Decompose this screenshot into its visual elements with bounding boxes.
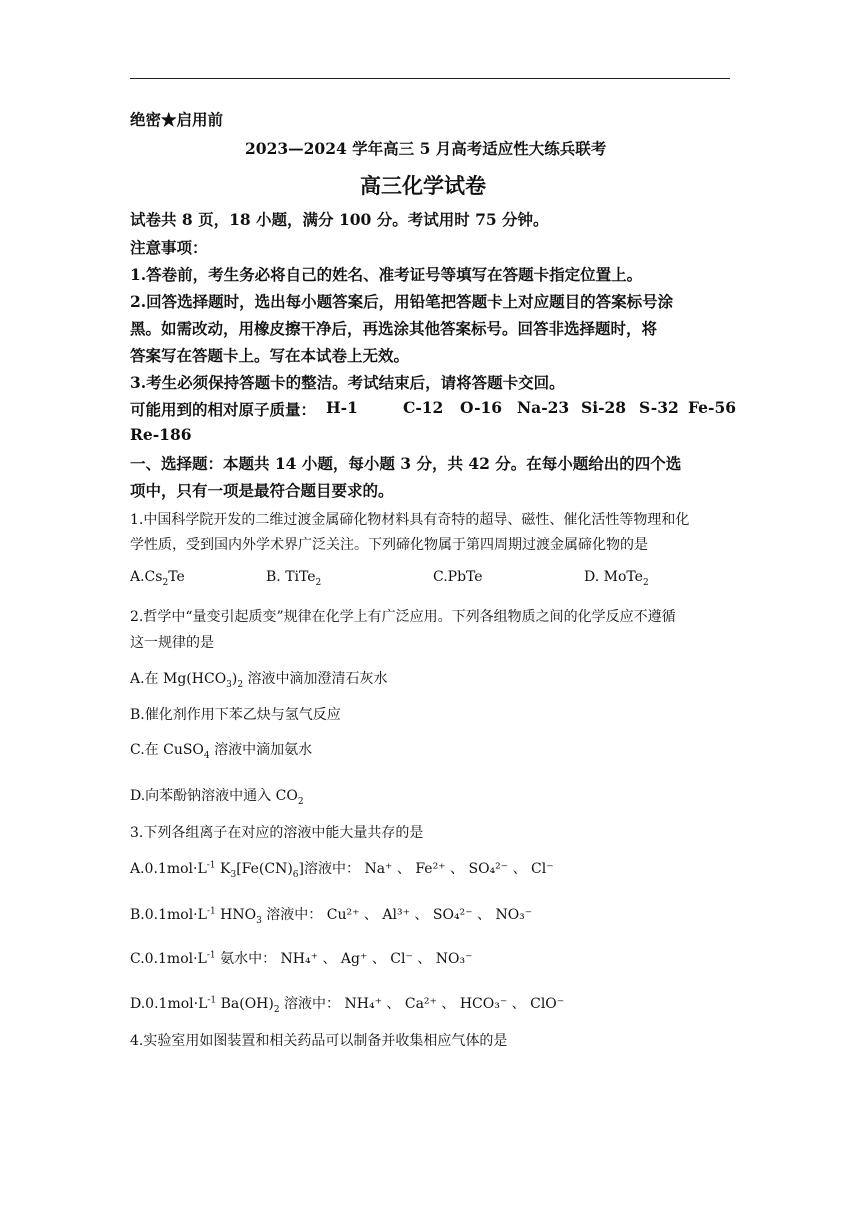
notes-heading: 注意事项： — [130, 238, 208, 257]
q2-option-c: C.在 CuSO$_4$ 溶液中滴加氨水 — [130, 742, 313, 761]
atomic-mass-c: C-12 — [403, 398, 444, 417]
q3-stem: 3.下列各组离子在对应的溶液中能大量共存的是 — [130, 825, 424, 841]
atomic-mass-fe: Fe-56 — [688, 398, 737, 417]
atomic-mass-label: 可能用到的相对原子质量： — [130, 400, 317, 419]
exam-info: 试卷共 8 页，18 小题，满分 100 分。考试用时 75 分钟。 — [130, 210, 549, 229]
atomic-mass-re: Re-186 — [130, 425, 192, 444]
q1-option-c: C.PbTe — [433, 569, 483, 585]
q3-option-c: $C.0.1mol\cdot L^{-1}$ 氨水中： NH₄⁺ 、 Ag⁺ 、 Cl⁻ 、 NO₃⁻ — [130, 950, 473, 967]
atomic-mass-si: Si-28 — [581, 398, 627, 417]
q2-option-d: D.向苯酚钠溶液中通入 $CO_2$ — [130, 788, 304, 807]
q1-option-b: B. TiTe$_2$ — [266, 569, 322, 588]
note-2-line-2: 黑。如需改动，用橡皮擦干净后，再选涂其他答案标号。回答非选择题时，将 — [130, 319, 658, 338]
q1-stem-line-1: 1.中国科学院开发的二维过渡金属碲化物材料具有奇特的超导、磁性、催化活性等物理和化 — [130, 512, 690, 528]
note-3: 3.考生必须保持答题卡的整洁。考试结束后，请将答题卡交回。 — [130, 373, 565, 392]
secret-label: 绝密★启用前 — [130, 110, 224, 129]
q2-stem-line-2: 这一规律的是 — [130, 635, 214, 651]
q3-option-a: $A.0.1mol\cdot L^{-1}$ $K_3[Fe(CN)_6]$溶液中： Na⁺ 、 Fe²⁺ 、 SO₄²⁻ 、 Cl⁻ — [130, 860, 554, 880]
note-1: 1.答卷前，考生务必将自己的姓名、准考证号等填写在答题卡指定位置上。 — [130, 265, 643, 284]
page-title: 高三化学试卷 — [360, 173, 486, 198]
atomic-mass-o: O-16 — [460, 398, 503, 417]
q4-stem: 4.实验室用如图装置和相关药品可以制备并收集相应气体的是 — [130, 1033, 508, 1049]
atomic-mass-na: Na-23 — [517, 398, 570, 417]
q3-option-b: $B.0.1mol\cdot L^{-1}$ $HNO_3$ 溶液中： Cu²⁺ 、 Al³⁺ 、 SO₄²⁻ 、 NO₃⁻ — [130, 906, 533, 926]
top-rule — [130, 78, 730, 79]
section-1-line-1: 一、选择题：本题共 14 小题，每小题 3 分，共 42 分。在每小题给出的四个选 — [130, 454, 682, 473]
q1-stem-line-2: 学性质，受到国内外学术界广泛关注。下列碲化物属于第四周期过渡金属碲化物的是 — [130, 537, 648, 553]
atomic-mass-h: H-1 — [326, 398, 358, 417]
q1-option-a: $A.Cs_2Te$ — [130, 569, 185, 588]
q2-option-a: A.在 $Mg(HCO_3)_2$ 溶液中滴加澄清石灰水 — [130, 671, 388, 690]
q3-option-d: $D.0.1mol\cdot L^{-1}$ $Ba(OH)_2$ 溶液中： NH₄⁺ 、 Ca²⁺ 、 HCO₃⁻ 、 ClO⁻ — [130, 995, 565, 1015]
atomic-mass-s: S-32 — [639, 398, 679, 417]
section-1-line-2: 项中，只有一项是最符合题目要求的。 — [130, 481, 394, 500]
exam-name: 2023—2024 学年高三 5 月高考适应性大练兵联考 — [245, 139, 607, 158]
q2-option-b: B.催化剂作用下苯乙炔与氢气反应 — [130, 707, 341, 723]
q2-stem-line-1: 2.哲学中“量变引起质变”规律在化学上有广泛应用。下列各组物质之间的化学反应不遵循 — [130, 609, 676, 625]
note-2-line-1: 2.回答选择题时，选出每小题答案后，用铅笔把答题卡上对应题目的答案标号涂 — [130, 292, 674, 311]
q1-option-d: D. MoTe$_2$ — [584, 569, 649, 588]
note-2-line-3: 答案写在答题卡上。写在本试卷上无效。 — [130, 346, 410, 365]
